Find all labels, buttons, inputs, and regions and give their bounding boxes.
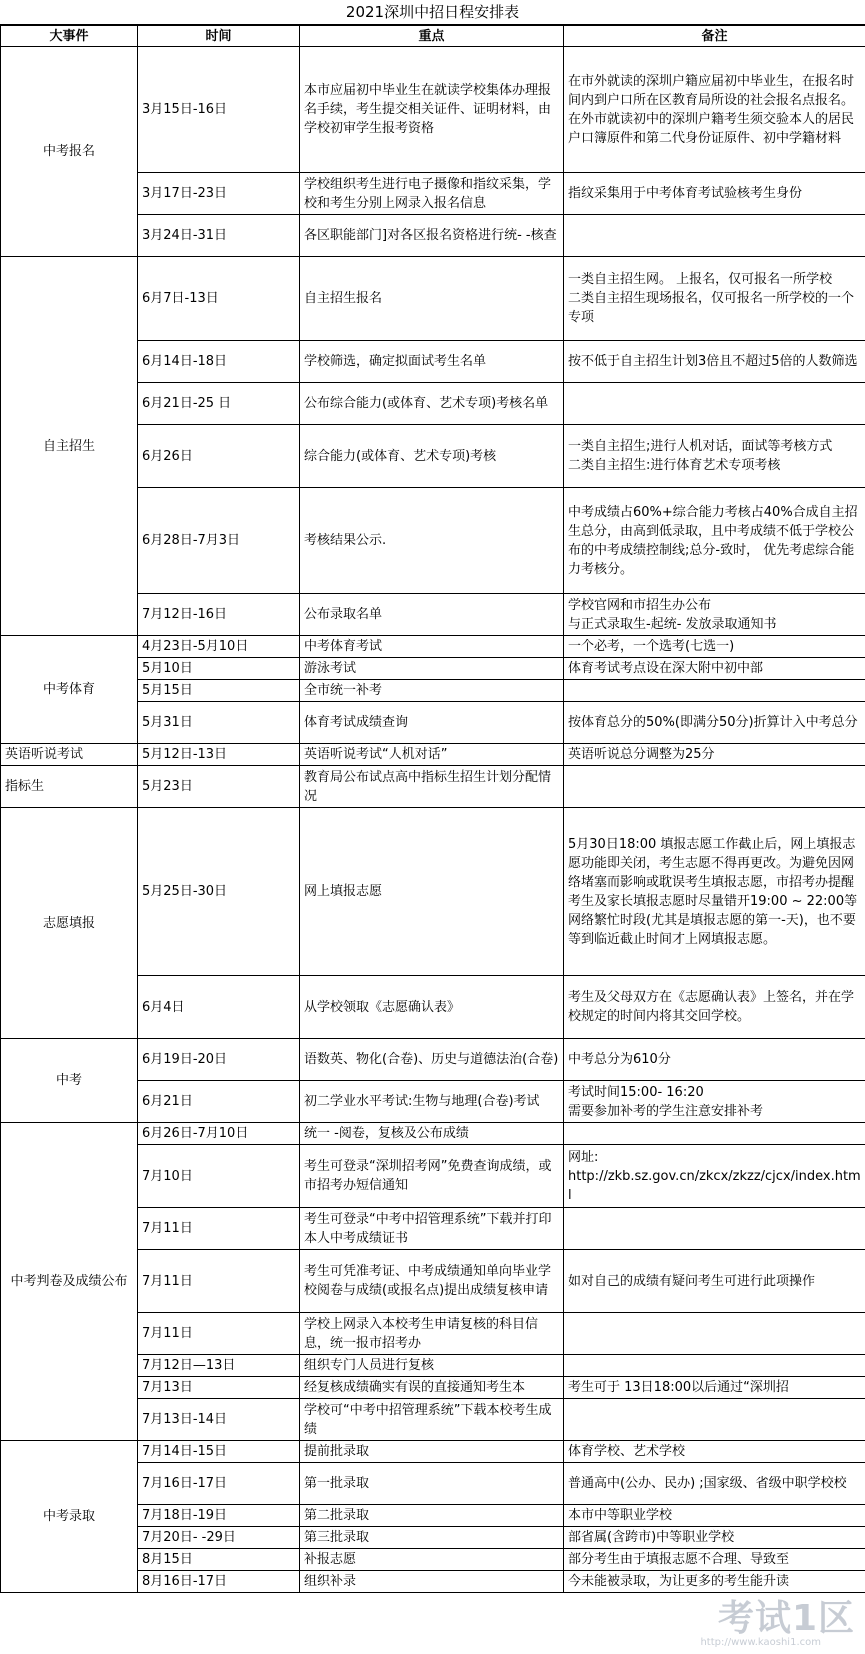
focus-cell: 考生可登录“中考中招管理系统”下载并打印本人中考成绩证书 [300, 1208, 564, 1250]
focus-cell: 自主招生报名 [300, 257, 564, 341]
focus-cell: 公布录取名单 [300, 594, 564, 636]
note-cell: 部省属(含跨市)中等职业学校 [564, 1527, 865, 1549]
time-cell: 7月11日 [138, 1313, 300, 1355]
time-cell: 7月11日 [138, 1208, 300, 1250]
time-cell: 7月16日-17日 [138, 1463, 300, 1505]
note-cell [564, 1355, 865, 1377]
header-focus: 重点 [300, 26, 564, 47]
time-cell: 5月25日-30日 [138, 808, 300, 976]
time-cell: 6月28日-7月3日 [138, 488, 300, 594]
time-cell: 7月11日 [138, 1250, 300, 1313]
time-cell: 3月24日-31日 [138, 215, 300, 257]
header-event: 大事件 [1, 26, 138, 47]
note-cell [564, 766, 865, 808]
note-cell [564, 1123, 865, 1145]
time-cell: 6月19日-20日 [138, 1039, 300, 1081]
header-time: 时间 [138, 26, 300, 47]
time-cell: 6月26日 [138, 425, 300, 488]
focus-cell: 提前批录取 [300, 1441, 564, 1463]
time-cell: 6月14日-18日 [138, 341, 300, 383]
focus-cell: 第二批录取 [300, 1505, 564, 1527]
focus-cell: 综合能力(或体育、艺术专项)考核 [300, 425, 564, 488]
header-row [1, 26, 865, 47]
event-cell: 指标生 [1, 766, 138, 808]
time-cell: 8月15日 [138, 1549, 300, 1571]
note-cell: 中考成绩占60%+综合能力考核占40%合成自主招生总分，由高到低录取，且中考成绩不低于学校公布的中考成绩控制线;总分-致时， 优先考虑综合能力考核分。 [564, 488, 865, 594]
event-cell: 中考报名 [1, 47, 138, 257]
focus-cell: 公布综合能力(或体育、艺术专项)考核名单 [300, 383, 564, 425]
note-cell: 一类自主招生网。 上报名，仅可报名一所学校 二类自主招生现场报名，仅可报名一所学校的一个专项 [564, 257, 865, 341]
event-cell: 中考录取 [1, 1441, 138, 1593]
focus-cell: 学校筛选，确定拟面试考生名单 [300, 341, 564, 383]
note-cell [564, 1313, 865, 1355]
watermark-logo [691, 1586, 861, 1650]
time-cell: 7月13日-14日 [138, 1399, 300, 1441]
focus-cell: 第一批录取 [300, 1463, 564, 1505]
note-cell: 考生及父母双方在《志愿确认表》上签名，并在学校规定的时间内将其交回学校。 [564, 976, 865, 1039]
focus-cell: 初二学业水平考试:生物与地理(合卷)考试 [300, 1081, 564, 1123]
note-cell: 中考总分为610分 [564, 1039, 865, 1081]
note-cell [564, 383, 865, 425]
focus-cell: 语数英、物化(合卷)、历史与道德法治(合卷) [300, 1039, 564, 1081]
note-cell: 本市中等职业学校 [564, 1505, 865, 1527]
focus-cell: 中考体育考试 [300, 636, 564, 658]
note-cell: 体育学校、艺术学校 [564, 1441, 865, 1463]
table-row [1, 47, 865, 173]
time-cell: 8月16日-17日 [138, 1571, 300, 1593]
note-cell: 网址: http://zkb.sz.gov.cn/zkcx/zkzz/cjcx/index.html [564, 1145, 865, 1208]
note-cell: 考试时间15:00- 16:20 需要参加补考的学生注意安排补考 [564, 1081, 865, 1123]
focus-cell: 第三批录取 [300, 1527, 564, 1549]
note-cell: 5月30日18:00 填报志愿工作截止后，网上填报志愿功能即关闭，考生志愿不得再更改。为避免因网络堵塞而影响或耽误考生填报志愿，市招考办提醒考生及家长填报志愿时尽量错开19:00 ~ 22:00等网络繁忙时段(尤其是填报志愿的第一-天)，也不要等到临近截止时间才上网填报志愿。 [564, 808, 865, 976]
focus-cell: 考核结果公示. [300, 488, 564, 594]
watermark-text: 考试1区 [717, 1598, 855, 1639]
focus-cell: 本市应届初中毕业生在就读学校集体办理报名手续，考生提交相关证件、证明材料，由学校初审学生报考资格 [300, 47, 564, 173]
focus-cell: 游泳考试 [300, 658, 564, 680]
note-cell: 英语听说总分调整为25分 [564, 744, 865, 766]
time-cell: 5月12日-13日 [138, 744, 300, 766]
schedule-table [0, 25, 865, 1593]
note-cell: 如对自己的成绩有疑问考生可进行此项操作 [564, 1250, 865, 1313]
focus-cell: 统一 -阅卷，复核及公布成绩 [300, 1123, 564, 1145]
note-cell [564, 680, 865, 702]
focus-cell: 学校组织考生进行电子摄像和指纹采集，学校和考生分别上网录入报名信息 [300, 173, 564, 215]
time-cell: 6月7日-13日 [138, 257, 300, 341]
focus-cell: 组织补录 [300, 1571, 564, 1593]
table-row [1, 808, 865, 976]
time-cell: 5月10日 [138, 658, 300, 680]
time-cell: 6月21日 [138, 1081, 300, 1123]
event-cell: 中考 [1, 1039, 138, 1123]
note-cell [564, 1208, 865, 1250]
time-cell: 7月13日 [138, 1377, 300, 1399]
focus-cell: 英语听说考试“人机对话” [300, 744, 564, 766]
note-cell: 按体育总分的50%(即满分50分)折算计入中考总分 [564, 702, 865, 744]
note-cell [564, 1399, 865, 1441]
focus-cell: 全市统一补考 [300, 680, 564, 702]
focus-cell: 学校可“中考中招管理系统”下载本校考生成绩 [300, 1399, 564, 1441]
table-row [1, 744, 865, 766]
time-cell: 3月15日-16日 [138, 47, 300, 173]
time-cell: 7月12日-16日 [138, 594, 300, 636]
focus-cell: 学校上网录入本校考生申请复核的科目信息，统一报市招考办 [300, 1313, 564, 1355]
table-row [1, 1441, 865, 1463]
time-cell: 7月20日- -29日 [138, 1527, 300, 1549]
time-cell: 7月14日-15日 [138, 1441, 300, 1463]
table-row [1, 766, 865, 808]
focus-cell: 考生可登录“深圳招考网”免费查询成绩，或市招考办短信通知 [300, 1145, 564, 1208]
focus-cell: 考生可凭准考证、中考成绩通知单向毕业学校阅卷与成绩(或报名点)提出成绩复核申请 [300, 1250, 564, 1313]
schedule-rows [1, 47, 865, 1593]
event-cell: 英语听说考试 [1, 744, 138, 766]
event-cell: 中考判卷及成绩公布 [1, 1123, 138, 1441]
focus-cell: 组织专门人员进行复核 [300, 1355, 564, 1377]
note-cell: 一个必考，一个选考(七选一) [564, 636, 865, 658]
note-cell: 指纹采集用于中考体育考试验核考生身份 [564, 173, 865, 215]
focus-cell: 补报志愿 [300, 1549, 564, 1571]
event-cell: 自主招生 [1, 257, 138, 636]
focus-cell: 各区职能部门]对各区报名资格进行统- -核查 [300, 215, 564, 257]
note-cell: 学校官网和市招生办公布 与正式录取生-起统- 发放录取通知书 [564, 594, 865, 636]
time-cell: 5月31日 [138, 702, 300, 744]
note-cell: 考生可于 13日18:00以后通过“深圳招 [564, 1377, 865, 1399]
time-cell: 7月18日-19日 [138, 1505, 300, 1527]
time-cell: 4月23日-5月10日 [138, 636, 300, 658]
focus-cell: 网上填报志愿 [300, 808, 564, 976]
event-cell: 志愿填报 [1, 808, 138, 1039]
header-note: 备注 [564, 26, 865, 47]
event-cell: 中考体育 [1, 636, 138, 744]
time-cell: 5月15日 [138, 680, 300, 702]
note-cell: 在市外就读的深圳户籍应届初中毕业生，在报名时间内到户口所在区教育局所设的社会报名点报名。 在外市就读初中的深圳户籍考生须交验本人的居民户口簿原件和第二代身份证原件、初中学籍材料 [564, 47, 865, 173]
focus-cell: 教育局公布试点高中指标生招生计划分配情况 [300, 766, 564, 808]
note-cell: 按不低于自主招生计划3倍且不超过5倍的人数筛选 [564, 341, 865, 383]
table-row [1, 1123, 865, 1145]
note-cell: 体育考试考点设在深大附中初中部 [564, 658, 865, 680]
time-cell: 7月12日—13日 [138, 1355, 300, 1377]
note-cell: 普通高中(公办、民办) ;国家级、省级中职学校校 [564, 1463, 865, 1505]
table-row [1, 636, 865, 658]
focus-cell: 体育考试成绩查询 [300, 702, 564, 744]
time-cell: 5月23日 [138, 766, 300, 808]
sheet-title: 2021深圳中招日程安排表 [0, 0, 865, 25]
table-row [1, 257, 865, 341]
note-cell: 今未能被录取，为让更多的考生能升读 [564, 1571, 865, 1593]
focus-cell: 从学校领取《志愿确认表》 [300, 976, 564, 1039]
focus-cell: 经复核成绩确实有误的直接通知考生本 [300, 1377, 564, 1399]
time-cell: 3月17日-23日 [138, 173, 300, 215]
time-cell: 7月10日 [138, 1145, 300, 1208]
note-cell [564, 215, 865, 257]
watermark-url: http://www.kaoshi1.com [700, 1637, 821, 1648]
note-cell: 部分考生由于填报志愿不合理、导致至 [564, 1549, 865, 1571]
table-row [1, 1039, 865, 1081]
note-cell: 一类自主招生;进行人机对话，面试等考核方式 二类自主招生:进行体育艺术专项考核 [564, 425, 865, 488]
time-cell: 6月4日 [138, 976, 300, 1039]
time-cell: 6月26日-7月10日 [138, 1123, 300, 1145]
time-cell: 6月21日-25 日 [138, 383, 300, 425]
